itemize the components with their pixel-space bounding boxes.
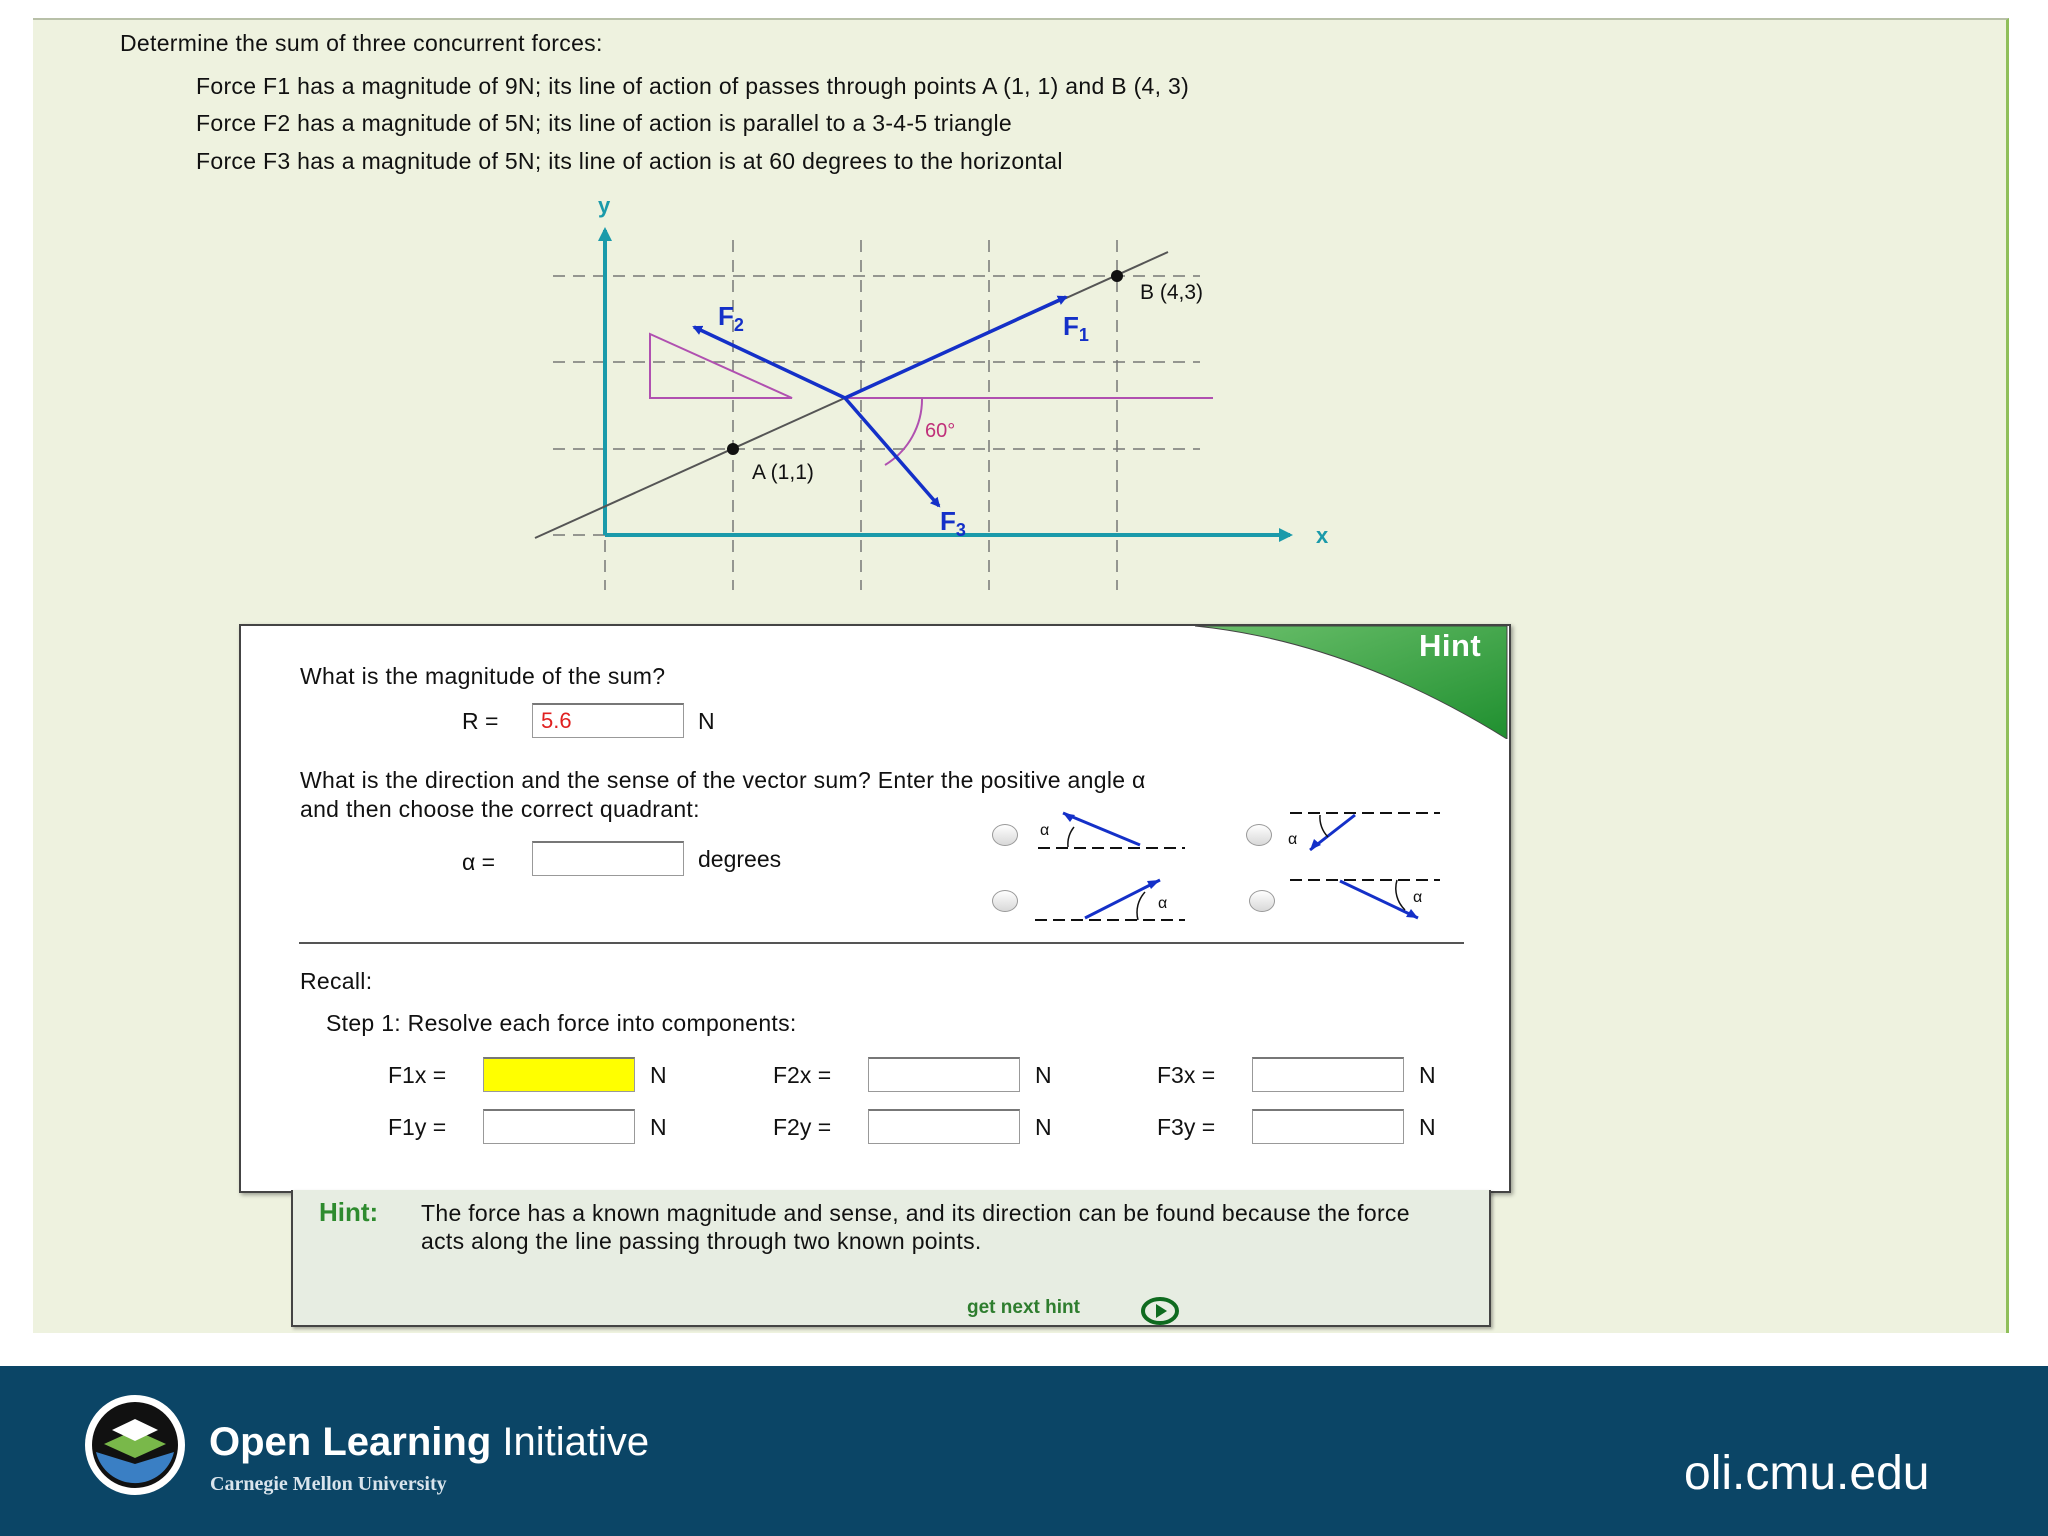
f2x-label: F2x = <box>773 1062 832 1088</box>
force-f1-arrow <box>845 297 1066 398</box>
oli-logo-icon <box>82 1392 188 1498</box>
f3y-label: F3y = <box>1157 1114 1216 1140</box>
y-axis-label: y <box>598 193 611 218</box>
force-f3-arrow <box>845 398 939 506</box>
direction-question-continued: and then choose the correct quadrant: <box>300 796 700 822</box>
quadrant-radio-fourth[interactable] <box>1249 890 1275 912</box>
f1x-label: F1x = <box>388 1062 447 1088</box>
f3x-label: F3x = <box>1157 1062 1216 1088</box>
recall-step: Step 1: Resolve each force into components: <box>326 1010 797 1036</box>
quadrant-radio-second[interactable] <box>992 824 1018 846</box>
direction-question: What is the direction and the sense of the vector sum? Enter the positive angle α <box>300 767 1146 793</box>
recall-label: Recall: <box>300 968 373 994</box>
triangle-3-4-5 <box>650 334 792 398</box>
quadrant-radio-first[interactable] <box>1246 824 1272 846</box>
svg-text:α: α <box>1413 889 1423 906</box>
f1x-unit: N <box>650 1062 667 1088</box>
force-diagram <box>520 185 1340 595</box>
force-1-description: Force F1 has a magnitude of 9N; its line of action of passes through points A (1, 1) and B (4, 3) <box>196 73 1190 99</box>
svg-text:α: α <box>1158 895 1168 912</box>
force-f2-label: $F_2$ <box>718 301 744 335</box>
f2y-input[interactable] <box>868 1109 1020 1144</box>
f1y-input[interactable] <box>483 1109 635 1144</box>
quadrant-icon-fourth <box>1285 868 1445 923</box>
f3x-unit: N <box>1419 1062 1436 1088</box>
alpha-label: α = <box>462 849 496 875</box>
force-3-description: Force F3 has a magnitude of 5N; its line of action is at 60 degrees to the horizontal <box>196 148 1063 174</box>
alpha-input[interactable] <box>532 841 684 876</box>
quadrant-icon-first <box>1280 805 1445 855</box>
point-a-label: A (1,1) <box>752 461 814 484</box>
point-b <box>1111 270 1123 282</box>
magnitude-input[interactable] <box>532 703 684 738</box>
r-label: R = <box>462 708 499 734</box>
get-next-hint-link[interactable]: get next hint <box>967 1297 1080 1318</box>
f1y-unit: N <box>650 1114 667 1140</box>
hint-text: The force has a known magnitude and sense, and its direction can be found because the force acts along the line passing through two known points. <box>421 1200 1410 1254</box>
grid-lines <box>553 240 1200 590</box>
f3y-input[interactable] <box>1252 1109 1404 1144</box>
magnitude-unit: N <box>698 708 715 734</box>
problem-intro: Determine the sum of three concurrent forces: <box>120 30 603 56</box>
f2x-unit: N <box>1035 1062 1052 1088</box>
hint-label: Hint: <box>319 1197 379 1227</box>
force-f1-label: $F_1$ <box>1063 311 1089 345</box>
magnitude-question: What is the magnitude of the sum? <box>300 663 666 689</box>
f2y-unit: N <box>1035 1114 1052 1140</box>
x-axis-label: x <box>1316 523 1329 548</box>
angle-label: 60° <box>925 420 956 442</box>
hint-tab[interactable]: Hint <box>1419 628 1482 663</box>
point-a <box>727 443 739 455</box>
angle-arc <box>885 398 922 465</box>
force-2-description: Force F2 has a magnitude of 5N; its line of action is parallel to a 3-4-5 triangle <box>196 110 1012 136</box>
logo-title: Open Learning Initiative <box>209 1420 650 1464</box>
svg-text:α: α <box>1040 822 1050 839</box>
f1y-label: F1y = <box>388 1114 447 1140</box>
logo-subtitle: Carnegie Mellon University <box>210 1473 447 1495</box>
f1x-input[interactable] <box>483 1057 635 1092</box>
quadrant-icon-second <box>1030 805 1190 855</box>
svg-text:α: α <box>1288 831 1298 848</box>
next-arrow-icon[interactable] <box>1141 1297 1181 1325</box>
force-f3-label: $F_3$ <box>940 506 966 540</box>
f2y-label: F2y = <box>773 1114 832 1140</box>
quadrant-radio-third[interactable] <box>992 890 1018 912</box>
quadrant-icon-third <box>1030 870 1190 925</box>
site-url[interactable]: oli.cmu.edu <box>1684 1447 1930 1500</box>
section-divider <box>299 942 1464 944</box>
point-b-label: B (4,3) <box>1140 281 1204 304</box>
f3x-input[interactable] <box>1252 1057 1404 1092</box>
f3y-unit: N <box>1419 1114 1436 1140</box>
alpha-unit: degrees <box>698 846 782 872</box>
f2x-input[interactable] <box>868 1057 1020 1092</box>
